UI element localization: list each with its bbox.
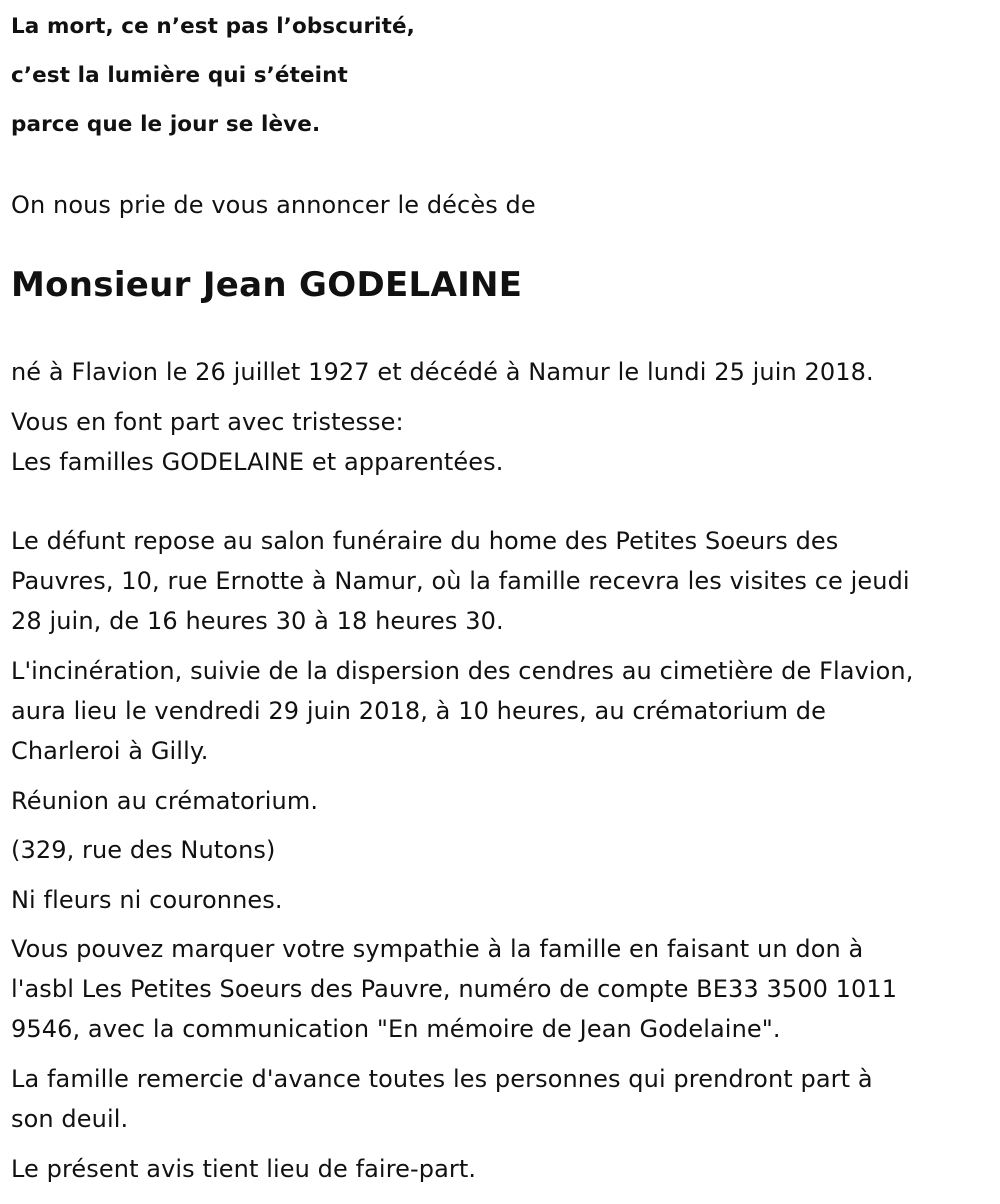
donation-text-line: 9546, avec la communication "En mémoire de Jean Godelaine". bbox=[11, 1015, 781, 1043]
cremation-text-line: aura lieu le vendredi 29 juin 2018, à 10 heures, au crématorium de bbox=[11, 697, 827, 725]
thanks-text-line: son deuil. bbox=[11, 1105, 129, 1133]
donation-text-line: l'asbl Les Petites Soeurs des Pauvre, numéro de compte BE33 3500 1011 bbox=[11, 975, 898, 1003]
closing-text: Le présent avis tient lieu de faire-part. bbox=[11, 1155, 477, 1183]
intro-text: On nous prie de vous annoncer le décès de bbox=[11, 191, 536, 219]
viewing-text-line: 28 juin, de 16 heures 30 à 18 heures 30. bbox=[11, 607, 504, 635]
address-text: (329, rue des Nutons) bbox=[11, 836, 276, 864]
cremation-text-line: L'incinération, suivie de la dispersion des cendres au cimetière de Flavion, bbox=[11, 657, 914, 685]
thanks-text-line: La famille remercie d'avance toutes les personnes qui prendront part à bbox=[11, 1065, 873, 1093]
epigraph-line: parce que le jour se lève. bbox=[11, 112, 321, 137]
birth-death-text: né à Flavion le 26 juillet 1927 et décédé à Namur le lundi 25 juin 2018. bbox=[11, 358, 874, 386]
viewing-text-line: Le défunt repose au salon funéraire du home des Petites Soeurs des bbox=[11, 527, 839, 555]
epigraph-line: c’est la lumière qui s’éteint bbox=[11, 63, 348, 88]
announcers-families: Les familles GODELAINE et apparentées. bbox=[11, 448, 504, 476]
cremation-text-line: Charleroi à Gilly. bbox=[11, 737, 209, 765]
deceased-name: Monsieur Jean GODELAINE bbox=[11, 265, 523, 305]
no-flowers-text: Ni fleurs ni couronnes. bbox=[11, 886, 283, 914]
viewing-text-line: Pauvres, 10, rue Ernotte à Namur, où la famille recevra les visites ce jeudi bbox=[11, 567, 910, 595]
donation-text-line: Vous pouvez marquer votre sympathie à la famille en faisant un don à bbox=[11, 935, 864, 963]
meeting-text: Réunion au crématorium. bbox=[11, 787, 319, 815]
announcers-heading: Vous en font part avec tristesse: bbox=[11, 408, 404, 436]
epigraph-line: La mort, ce n’est pas l’obscurité, bbox=[11, 14, 415, 39]
